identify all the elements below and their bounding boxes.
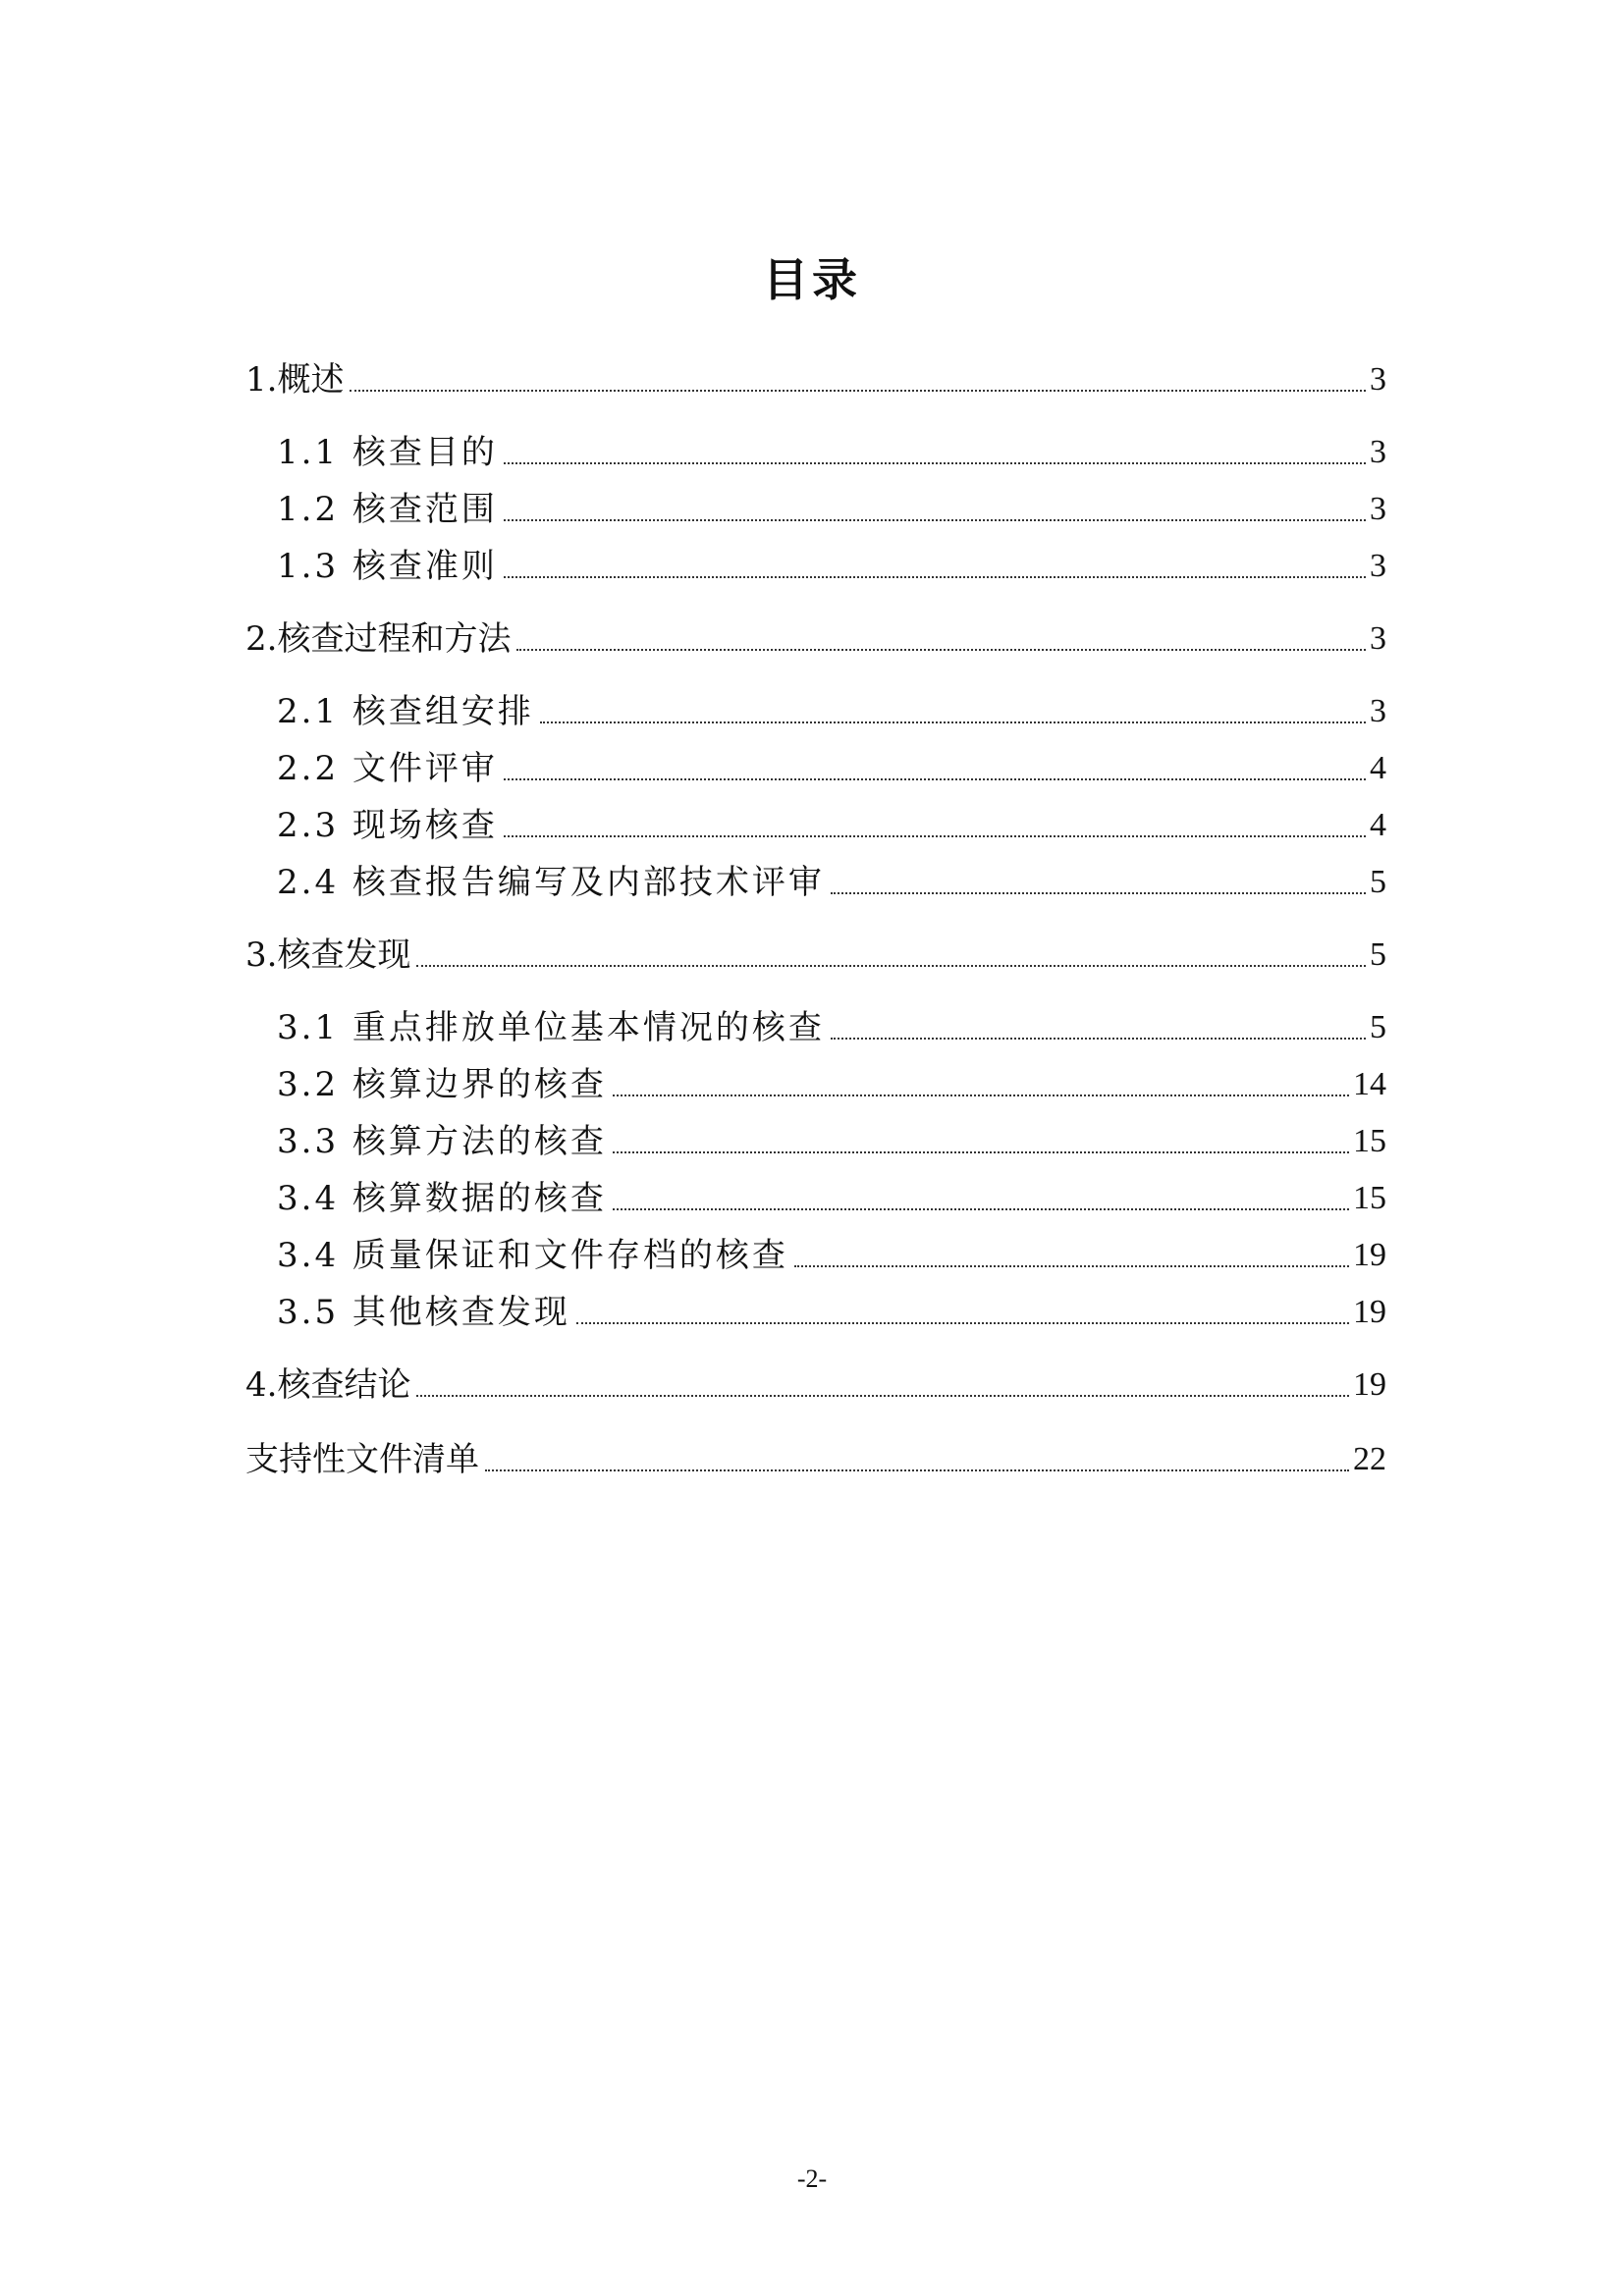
toc-dot-leader [576,1322,1349,1324]
toc-entry-page: 4 [1370,750,1386,786]
toc-entry-3-4b[interactable] [245,1233,1386,1278]
toc-entry-label: 2.4 核查报告编写及内部技术评审 [277,863,825,902]
toc-entry-label: 支持性文件清单 [245,1440,479,1479]
toc-entry-3-3[interactable] [245,1119,1386,1164]
toc-dot-leader [504,519,1366,521]
toc-entry-page: 3 [1370,548,1386,584]
toc-dot-leader [613,1151,1349,1153]
toc-entry-1-2[interactable] [245,487,1386,532]
toc-entry-label: 3.4 核算数据的核查 [277,1179,607,1218]
toc-entry-label: 3.1 重点排放单位基本情况的核查 [277,1008,825,1047]
toc-entry-page: 15 [1353,1123,1386,1159]
toc-entry-label: 2.核查过程和方法 [245,619,512,659]
toc-entry-label: 3.2 核算边界的核查 [277,1065,607,1104]
toc-dot-leader [504,778,1366,780]
toc-entry-3-5[interactable] [245,1290,1386,1335]
toc-entry-label: 1.2 核查范围 [277,490,498,529]
toc-entry-supporting-docs[interactable] [245,1437,1386,1482]
page-number: -2- [796,2164,828,2193]
toc-entry-1-1[interactable] [245,430,1386,475]
toc-entry-page: 5 [1370,936,1386,973]
toc-entry-page: 3 [1370,434,1386,470]
toc-entry-label: 4.核查结论 [245,1365,411,1405]
toc-entry-page: 15 [1353,1180,1386,1216]
toc-dot-leader [540,721,1366,723]
toc-entry-page: 19 [1353,1294,1386,1330]
toc-dot-leader [350,390,1366,392]
toc-dot-leader [794,1265,1349,1267]
toc-dot-leader [831,892,1366,894]
toc-entry-2-2[interactable] [245,746,1386,791]
toc-entry-1-3[interactable] [245,544,1386,589]
toc-dot-leader [504,576,1366,578]
toc-entry-label: 2.3 现场核查 [277,806,498,845]
toc-entry-4[interactable] [245,1362,1386,1408]
toc-entry-page: 4 [1370,807,1386,843]
toc-entry-page: 3 [1370,693,1386,729]
toc-entry-label: 1.概述 [245,360,345,400]
toc-dot-leader [485,1469,1349,1471]
toc-entry-page: 3 [1370,491,1386,527]
toc-entry-2-3[interactable] [245,803,1386,848]
toc-dot-leader [613,1208,1349,1210]
toc-entry-page: 5 [1370,1009,1386,1045]
toc-entry-page: 19 [1353,1237,1386,1273]
toc-entry-3[interactable] [245,933,1386,978]
toc-entry-page: 14 [1353,1066,1386,1102]
toc-entry-3-2[interactable] [245,1062,1386,1107]
toc-entry-page: 3 [1370,620,1386,657]
toc-entry-page: 22 [1353,1441,1386,1477]
toc-dot-leader [831,1038,1366,1040]
toc-entry-label: 3.4 质量保证和文件存档的核查 [277,1236,788,1275]
toc-entry-label: 3.3 核算方法的核查 [277,1122,607,1161]
toc-dot-leader [516,649,1366,651]
toc-entry-label: 3.核查发现 [245,935,411,975]
toc-entry-label: 2.2 文件评审 [277,749,498,788]
toc-entry-3-4[interactable] [245,1176,1386,1221]
toc-entry-page: 5 [1370,864,1386,900]
toc-dot-leader [504,462,1366,464]
toc-dot-leader [504,835,1366,837]
toc-entry-2-1[interactable] [245,689,1386,734]
toc-entry-label: 3.5 其他核查发现 [277,1293,570,1332]
toc-entry-3-1[interactable] [245,1005,1386,1050]
toc-dot-leader [416,1395,1349,1397]
toc-entry-label: 2.1 核查组安排 [277,692,534,731]
toc-entry-page: 19 [1353,1366,1386,1403]
toc-entry-label: 1.3 核查准则 [277,547,498,586]
toc-entry-1[interactable] [245,357,1386,402]
toc-entry-page: 3 [1370,361,1386,398]
toc-dot-leader [416,965,1366,967]
page-title: 目录 [763,253,861,306]
toc-dot-leader [613,1095,1349,1096]
toc-entry-label: 1.1 核查目的 [277,433,498,472]
toc-entry-2[interactable] [245,616,1386,662]
toc-entry-2-4[interactable] [245,860,1386,905]
